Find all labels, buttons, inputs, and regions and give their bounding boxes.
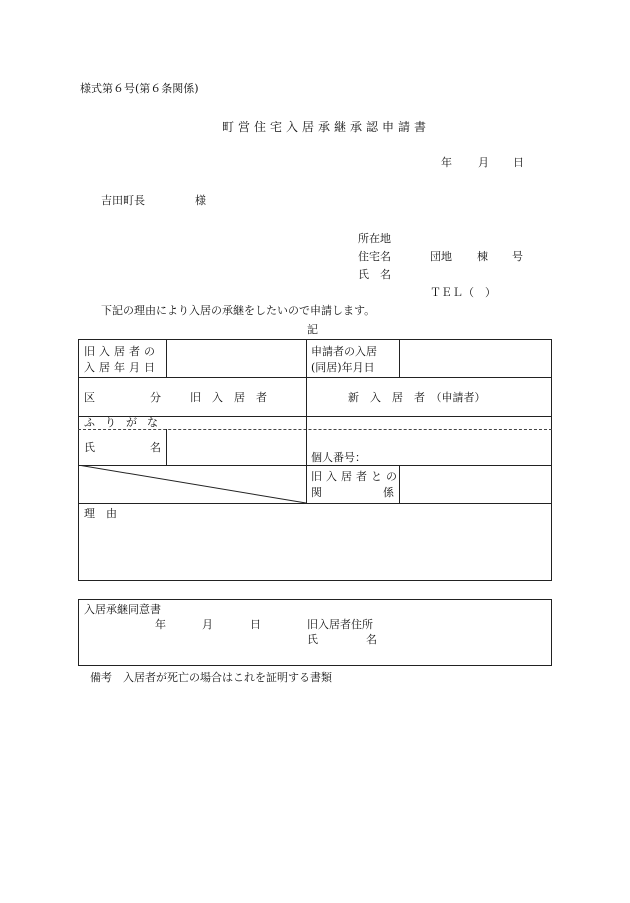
- note-text: 備考 入居者が死亡の場合はこれを証明する書類: [90, 671, 332, 684]
- page-title: 町営住宅入居承継承認申請書: [222, 120, 431, 134]
- applicant-dob-label-2: (同居)年月日: [311, 361, 375, 374]
- date-year-label: 年: [441, 156, 452, 169]
- applicant-name-label: 氏 名: [358, 268, 391, 281]
- consent-name-label-b: 名: [366, 633, 377, 646]
- relation-label-2b: 係: [383, 486, 394, 499]
- addressee-name: 吉田町長: [101, 194, 145, 207]
- form-number: 様式第６号(第６条関係): [80, 82, 199, 95]
- table-divider-1: [78, 377, 552, 378]
- table-col-3a: [399, 339, 400, 377]
- applicant-number-label: 号: [512, 250, 523, 263]
- addressee-honorific: 様: [195, 194, 206, 207]
- applicant-housing-label: 住宅名: [358, 250, 391, 263]
- intro-text: 下記の理由により入居の承継をしたいので申請します。: [101, 304, 376, 317]
- applicant-building-label: 棟: [477, 250, 488, 263]
- relation-label-2a: 関: [311, 486, 322, 499]
- name-label-2: 名: [150, 441, 161, 454]
- former-resident-header: 旧 入 居 者: [190, 391, 267, 404]
- applicant-address-label: 所在地: [358, 232, 391, 245]
- name-label-1: 氏: [84, 441, 95, 454]
- table-col-1a: [166, 339, 167, 377]
- applicant-danchi-label: 団地: [430, 250, 452, 263]
- consent-day-label: 日: [250, 618, 261, 631]
- personal-number-label: 個人番号：: [311, 451, 366, 464]
- relation-label-1: 旧入居者との: [311, 470, 401, 483]
- date-day-label: 日: [513, 156, 524, 169]
- former-dob-label-1: 旧入居者の: [84, 345, 159, 358]
- date-month-label: 月: [478, 156, 489, 169]
- former-dob-label-2: 入居年月日: [84, 361, 159, 374]
- category-label-1: 区: [84, 391, 95, 404]
- consent-year-label: 年: [155, 618, 166, 631]
- consent-month-label: 月: [202, 618, 213, 631]
- ki-label: 記: [307, 323, 318, 336]
- consent-name-label-a: 氏: [307, 633, 318, 646]
- new-resident-header: 新 入 居 者 （申請者）: [348, 391, 486, 404]
- applicant-tel-label: ＴＥＬ（ ）: [430, 286, 496, 299]
- table-col-1b: [166, 429, 167, 465]
- diagonal-slash-cell: [78, 465, 307, 504]
- category-label-2: 分: [150, 391, 161, 404]
- consent-address-label: 旧入居者住所: [307, 618, 373, 631]
- furigana-divider: [78, 429, 552, 430]
- furigana-label: ふりがな: [84, 416, 168, 429]
- applicant-dob-label-1: 申請者の入居: [311, 345, 377, 358]
- reason-label: 理 由: [84, 507, 117, 520]
- consent-title: 入居承継同意書: [84, 603, 161, 616]
